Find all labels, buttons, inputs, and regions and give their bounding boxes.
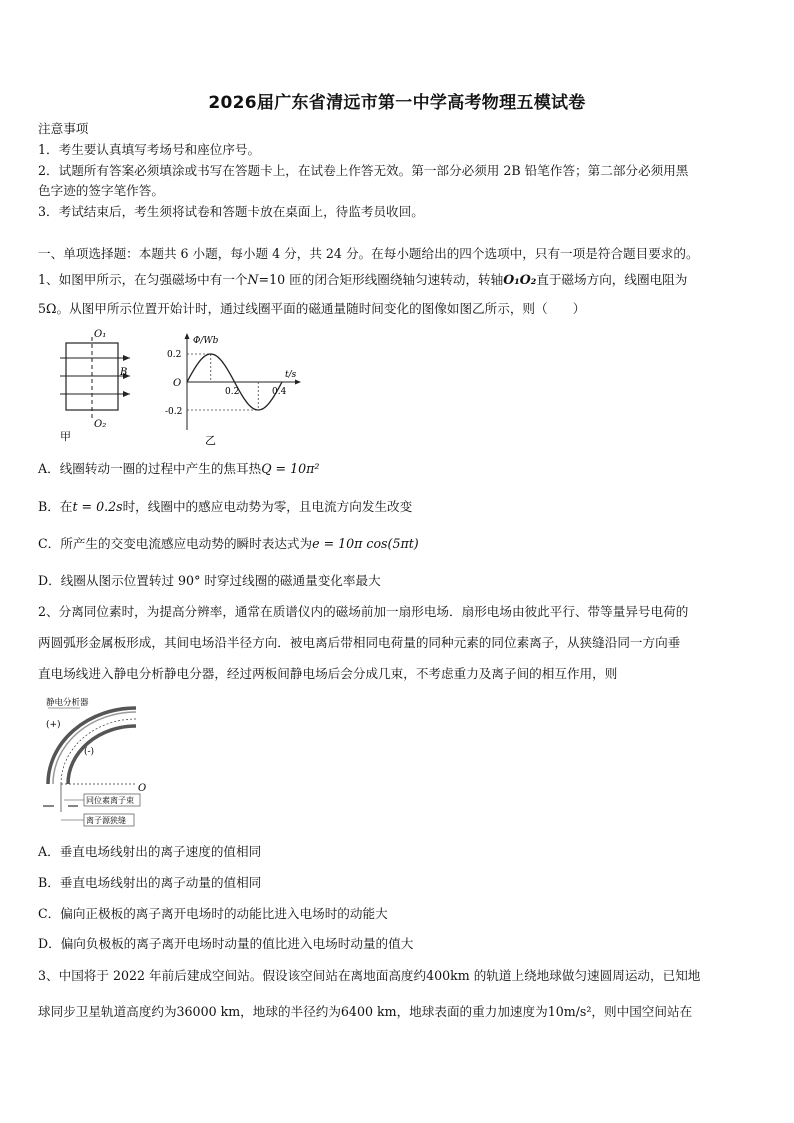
q1-stem-line2: 5Ω。从图甲所示位置开始计时，通过线圈平面的磁通量随时间变化的图像如图乙所示，则（ ）	[38, 301, 586, 316]
q3-text: 球同步卫星轨道高度约为	[38, 1004, 177, 1019]
q1-option-a	[38, 460, 760, 478]
field-arrow	[123, 355, 130, 361]
notice-item-2-cont: 色字迹的签字笔作答。	[38, 183, 164, 198]
q1-text: =10 匝的闭合矩形线圈绕轴匀速转动，转轴	[258, 272, 504, 287]
field-arrow	[123, 391, 130, 397]
q1-option-d: D．线圈从图示位置转过 90° 时穿过线圈的磁通量变化率最大	[38, 573, 381, 588]
section-heading: 一、单项选择题：本题共 6 小题，每小题 4 分，共 24 分。在每小题给出的四个选项中，只有一项是符合题目要求的。	[38, 246, 699, 261]
option-math: e = 10π cos(5πt)	[312, 536, 419, 551]
q1-stem-line1	[38, 271, 760, 289]
y-axis-arrow	[185, 333, 190, 339]
q3-math: 36000 km	[176, 1004, 241, 1019]
option-math: Q = 10π²	[261, 461, 320, 476]
q1-option-c	[38, 535, 760, 553]
plus-label: (+)	[46, 720, 61, 730]
q1-figure-left	[58, 325, 148, 443]
outer-plate-edge	[53, 712, 136, 784]
center-o-label: O	[138, 783, 147, 794]
q1-figure-right	[165, 330, 305, 448]
q2-option-d: D．偏向负极板的离子离开电场时动量的值比进入电场时动量的值大	[38, 936, 414, 951]
x-axis-label: t/s	[285, 370, 297, 380]
q3-text: ，地球表面的重力加速度为10m/s²，则中国空间站在	[396, 1004, 693, 1019]
inner-plate	[68, 726, 136, 784]
q1-option-b	[38, 498, 760, 516]
beam-label: 同位素离子束	[86, 796, 134, 805]
x-axis-arrow	[295, 380, 301, 385]
caption-yi: 乙	[205, 434, 216, 447]
q2-figure	[40, 694, 160, 834]
q1-axis: O₁O₂	[503, 272, 537, 287]
y-axis-label: Φ/Wb	[193, 336, 219, 346]
q1-n: N	[247, 272, 259, 287]
caption-jia: 甲	[60, 430, 71, 443]
notice-item-1: 1．考生要认真填写考场号和座位序号。	[38, 142, 261, 157]
label-o1: O₁	[94, 329, 107, 340]
q2-option-c: C．偏向正极板的离子离开电场时的动能比进入电场时的动能大	[38, 906, 388, 921]
y-tick-neg: -0.2	[165, 407, 183, 417]
slit-label: 离子源狭缝	[86, 816, 126, 825]
label-b: B	[120, 367, 128, 378]
option-math: t = 0.2s	[72, 499, 123, 514]
q3-stem-line1: 3、中国将于 2022 年前后建成空间站。假设该空间站在离地面高度约400km 的轨道上绕地球做匀速圆周运动，已知地	[38, 968, 701, 983]
option-text: B．在	[38, 499, 73, 514]
q2-stem-line3: 直电场线进入静电分析静电分器，经过两板间静电场后会分成几束，不考虑重力及离子间的相互作用，则	[38, 666, 618, 681]
notice-item-3: 3．考试结束后，考生须将试卷和答题卡放在桌面上，待监考员收回。	[38, 204, 424, 219]
option-text: C．所产生的交变电流感应电动势的瞬时表达式为	[38, 536, 313, 551]
analyzer-label: 静电分析器	[46, 698, 89, 708]
label-o2: O₂	[94, 419, 107, 430]
q1-text: 1、如图甲所示，在匀强磁场中有一个	[38, 272, 248, 287]
q3-stem-line2	[38, 1003, 760, 1021]
page-title: 2026届广东省清远市第一中学高考物理五模试卷	[208, 93, 586, 113]
notice-item-2: 2．试题所有答案必须填涂或书写在答题卡上，在试卷上作答无效。第一部分必须用 2B 铅笔作答；第二部分必须用黑	[38, 163, 689, 178]
q3-text: ，地球的半径约为	[240, 1004, 341, 1019]
option-text: 时，线圈中的感应电动势为零，且电流方向发生改变	[122, 499, 413, 514]
q2-option-b: B．垂直电场线射出的离子动量的值相同	[38, 875, 262, 890]
q2-stem-line1: 2、分离同位素时，为提高分辨率，通常在质谱仪内的磁场前加一扇形电场．扇形电场由彼此平行、带等量异号电荷的	[38, 604, 689, 619]
x-tick-1: 0.2	[225, 387, 240, 397]
q2-option-a: A．垂直电场线射出的离子速度的值相同	[38, 844, 262, 859]
notice-heading: 注意事项	[38, 121, 89, 136]
q2-stem-line2: 两圆弧形金属板形成，其间电场沿半径方向．被电离后带相同电荷量的同种元素的同位素离子，从狭缝沿同一方向垂	[38, 635, 681, 650]
y-tick-pos: 0.2	[167, 350, 182, 360]
q3-math: 6400 km	[340, 1004, 397, 1019]
x-tick-2: 0.4	[272, 387, 287, 397]
q1-text: 直于磁场方向，线圈电阻为	[536, 272, 688, 287]
outer-plate	[48, 708, 136, 784]
option-text: A．线圈转动一圈的过程中产生的焦耳热	[38, 461, 262, 476]
minus-label: (-)	[84, 747, 95, 757]
origin-label: O	[173, 378, 182, 389]
ion-path	[61, 719, 136, 784]
